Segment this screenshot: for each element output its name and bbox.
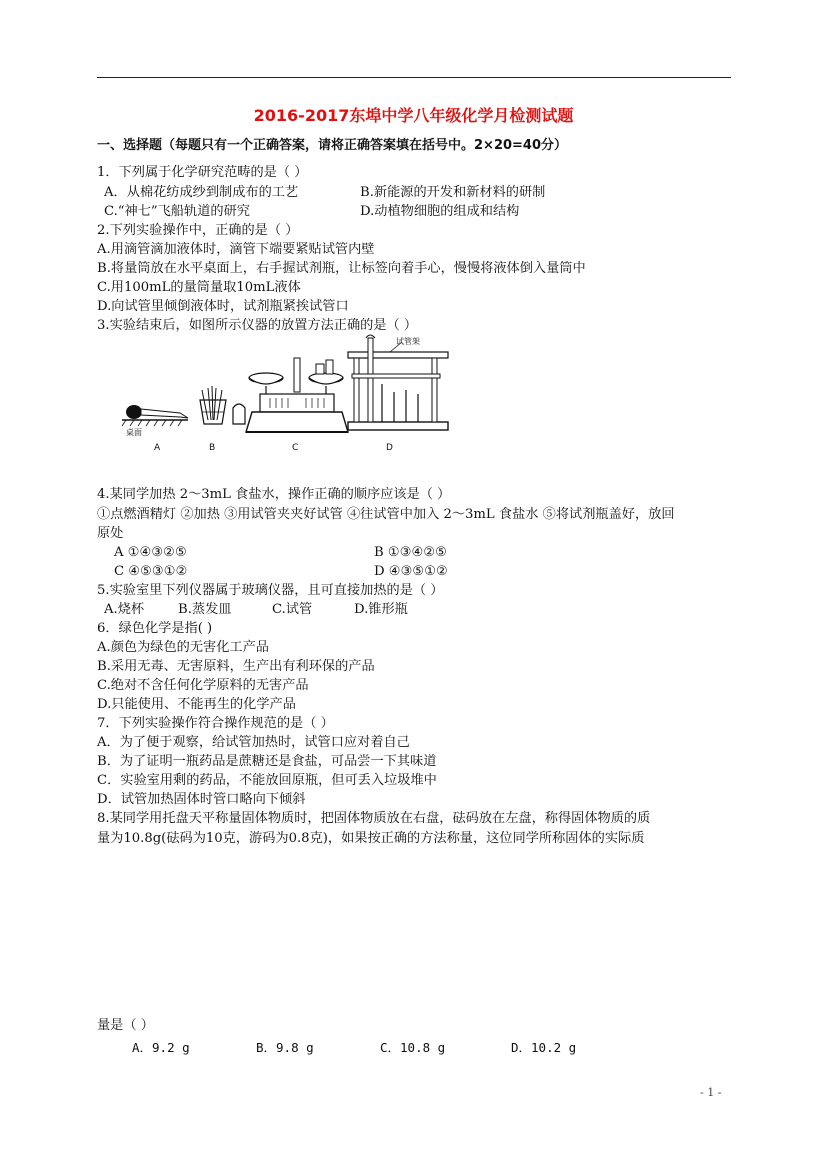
q4-stem: 4.某同学加热 2～3mL 食盐水，操作正确的顺序应该是（ ）: [97, 487, 451, 502]
q7-stem: 7．下列实验操作符合操作规范的是（ ）: [97, 716, 334, 731]
q8-option-c: C．10.8 g: [380, 1040, 446, 1055]
q3-apparatus-figure: [120, 334, 450, 456]
page-number: - 1 -: [700, 1086, 722, 1099]
q2-option-b: B.将量筒放在水平桌面上，右手握试剂瓶，让标签向着手心，慢慢将液体倒入量筒中: [97, 261, 586, 276]
q4-option-a: A ①④③②⑤: [114, 545, 187, 560]
figure-d-test-tube-rack: [348, 335, 448, 453]
q7-option-a: A．为了便于观察，给试管加热时，试管口应对着自己: [97, 735, 410, 750]
q1-option-b: B.新能源的开发和新材料的研制: [360, 185, 546, 200]
q6-option-a: A.颜色为绿色的无害化工产品: [97, 640, 269, 655]
q7-option-d: D．试管加热固体时管口略向下倾斜: [97, 792, 306, 807]
q4-option-b: B ①③④②⑤: [374, 545, 447, 560]
q6-stem: 6．绿色化学是指( ): [97, 621, 213, 636]
q3-stem: 3.实验结束后，如图所示仪器的放置方法正确的是（ ）: [97, 318, 418, 333]
figure-label-b: B: [209, 443, 216, 453]
q4-option-d: D ④③⑤①②: [374, 564, 448, 579]
q5-option-b: B.蒸发皿: [178, 602, 232, 617]
q5-stem: 5.实验室里下列仪器属于玻璃仪器，且可直接加热的是（ ）: [97, 583, 444, 598]
q8-option-a: A．9.2 g: [132, 1040, 190, 1055]
q5-option-a: A.烧杯: [104, 602, 145, 617]
q2-option-d: D.向试管里倾倒液体时，试剂瓶紧挨试管口: [97, 299, 349, 314]
q6-option-c: C.绝对不含任何化学原料的无害产品: [97, 678, 309, 693]
q7-option-c: C．实验室用剩的药品，不能放回原瓶，但可丢入垃圾堆中: [97, 773, 437, 788]
q1-option-a: A．从棉花纺成纱到制成布的工艺: [104, 185, 299, 200]
q8-option-d: D．10.2 g: [511, 1040, 577, 1055]
q1-option-d: D.动植物细胞的组成和结构: [360, 204, 520, 219]
q2-option-a: A.用滴管滴加液体时，滴管下端要紧贴试管内壁: [97, 242, 375, 257]
figure-small-cap: [233, 404, 245, 424]
q4-option-c: C ④⑤③①②: [114, 564, 188, 579]
figure-label-a: A: [154, 443, 161, 453]
q5-option-d: D.锥形瓶: [354, 602, 408, 617]
header-rule: [97, 77, 731, 78]
q1-option-c: C.“神七”飞船轨道的研究: [104, 204, 250, 219]
q2-option-c: C.用100mL的量筒量取10mL液体: [97, 280, 301, 295]
page-title: 2016-2017东埠中学八年级化学月检测试题: [253, 106, 574, 125]
q1-stem: 1．下列属于化学研究范畴的是（ ）: [97, 165, 308, 180]
figure-label-c: C: [292, 443, 299, 453]
section-heading: 一、选择题（每题只有一个正确答案，请将正确答案填在括号中。2×20=40分）: [97, 138, 568, 153]
q4-steps-line1: ①点燃酒精灯 ②加热 ③用试管夹夹好试管 ④往试管中加入 2～3mL 食盐水 ⑤将试剂瓶盖好，放回: [97, 507, 675, 522]
figure-c-balance: [246, 358, 348, 453]
figure-b-beaker: [200, 386, 226, 453]
q7-option-b: B．为了证明一瓶药品是蔗糖还是食盐，可品尝一下其味道: [97, 754, 437, 769]
q6-option-b: B.采用无毒、无害原料，生产出有利环保的产品: [97, 659, 375, 674]
figure-rack-label: 试管架: [396, 337, 420, 346]
q8-stem-line3: 量是（ ）: [97, 1018, 154, 1033]
q6-option-d: D.只能使用、不能再生的化学产品: [97, 697, 296, 712]
q4-steps-line2: 原处: [97, 526, 124, 541]
q8-stem-line1: 8.某同学用托盘天平称量固体物质时，把固体物质放在右盘，砝码放在左盘，称得固体物质的质: [97, 811, 651, 826]
figure-label-d: D: [386, 443, 393, 453]
q5-option-c: C.试管: [272, 602, 313, 617]
q2-stem: 2.下列实验操作中，正确的是（ ）: [97, 223, 299, 238]
figure-a-dropper-on-desk: [122, 405, 188, 453]
q8-option-b: B．9.8 g: [256, 1040, 314, 1055]
figure-desk-label: 桌面: [126, 428, 142, 437]
q8-stem-line2: 量为10.8g(砝码为10克，游码为0.8克)，如果按正确的方法称量，这位同学所称固体的实际质: [97, 831, 645, 846]
